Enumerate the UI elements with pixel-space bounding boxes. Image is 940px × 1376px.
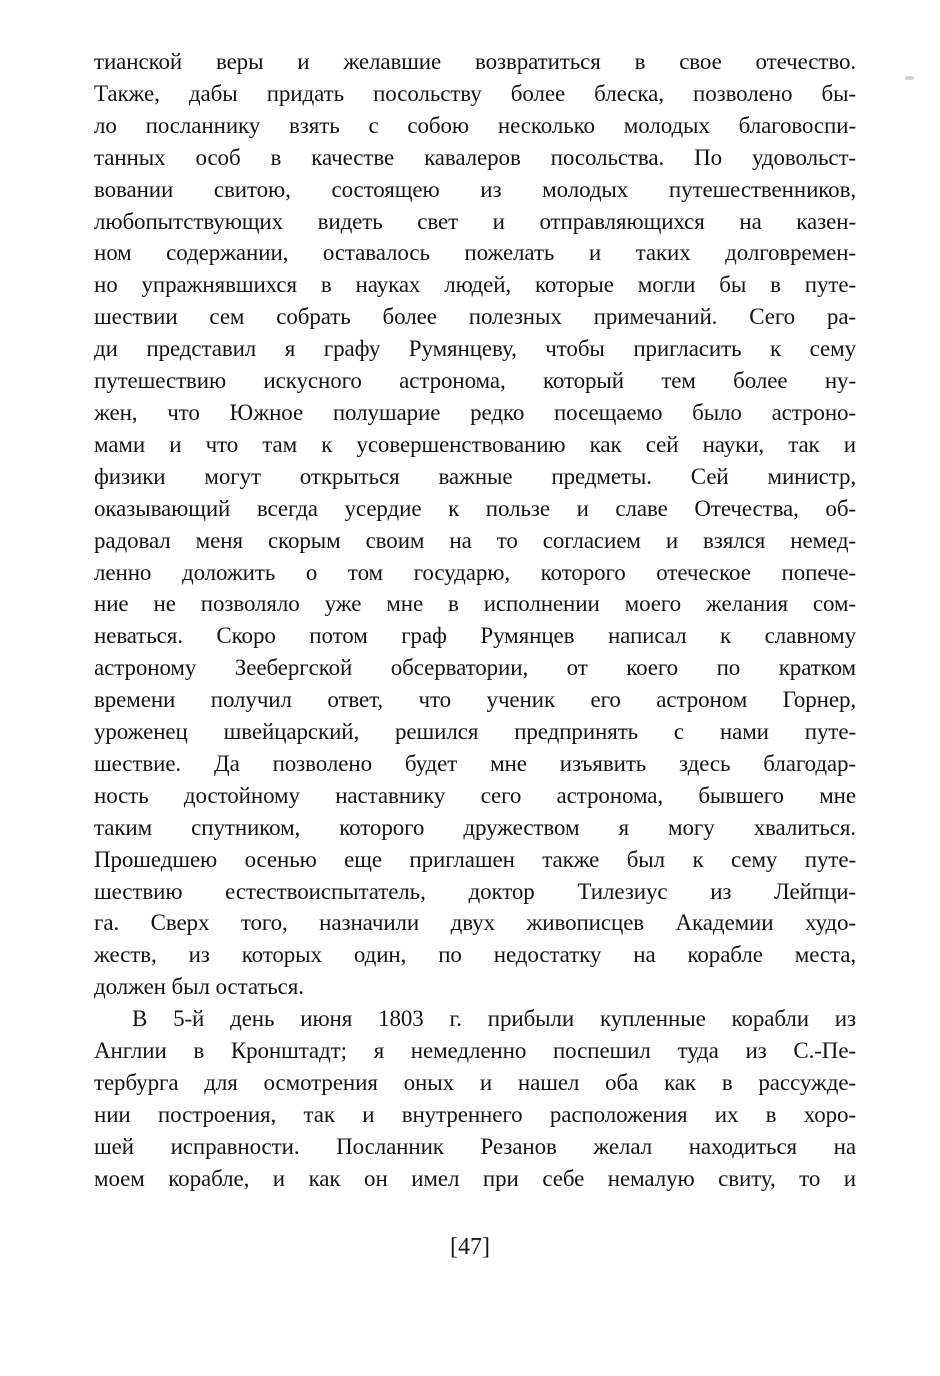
text-line: но упражнявшихся в науках людей, которые могли бы в путе- xyxy=(94,272,856,298)
text-line: должен был остаться. xyxy=(94,974,304,1000)
text-line: тербурга для осмотрения оных и нашел оба как в рассужде- xyxy=(94,1070,856,1095)
text-line: ди представил я графу Румянцеву, чтобы пригласить к сему xyxy=(94,336,856,362)
text-line: шествию естествоиспытатель, доктор Тилезиус из Лейпци- xyxy=(94,878,856,904)
text-line: уроженец швейцарский, решился предпринять с нами путе- xyxy=(94,719,856,745)
text-column xyxy=(94,46,856,1195)
text-line: Также, дабы придать посольству более блеска, позволено бы- xyxy=(94,80,856,106)
text-line: вовании свитою, состоящею из молодых путешественников, xyxy=(94,176,856,202)
text-line: Англии в Кронштадт; я немедленно поспешил туда из С.-Пе- xyxy=(94,1038,856,1064)
text-line: времени получил ответ, что ученик его астроном Горнер, xyxy=(94,687,856,713)
text-line: любопытствующих видеть свет и отправляющихся на казен- xyxy=(94,208,856,234)
text-line: ло посланнику взять с собою несколько молодых благовоспи- xyxy=(94,112,856,138)
scan-artifact xyxy=(905,76,914,80)
text-line: астроному Зеебергской обсерватории, от коего по кратком xyxy=(94,655,856,681)
text-line: Прошедшею осенью еще приглашен также был к сему путе- xyxy=(94,846,856,872)
text-line: ном содержании, оставалось пожелать и таких долговремен- xyxy=(94,240,856,266)
text-line: тианской веры и желавшие возвратиться в свое отечество. xyxy=(94,49,856,74)
paragraph xyxy=(94,46,856,1003)
text-line: моем корабле, и как он имел при себе немалую свиту, то и xyxy=(94,1165,856,1191)
text-line: физики могут открыться важные предметы. Сей министр, xyxy=(94,463,856,489)
text-line: жен, что Южное полушарие редко посещаемо было астроно- xyxy=(94,399,856,425)
text-line: неваться. Скоро потом граф Румянцев написал к славному xyxy=(94,623,856,649)
text-line: В 5-й день июня 1803 г. прибыли купленные корабли из xyxy=(132,1006,856,1032)
text-line: нии построения, так и внутреннего расположения их в хоро- xyxy=(94,1101,856,1127)
text-line: таким спутником, которого дружеством я могу хвалиться. xyxy=(94,814,856,840)
page-number: [47] xyxy=(450,1234,490,1260)
text-line: мами и что там к усовершенствованию как сей науки, так и xyxy=(94,431,856,457)
text-line: шествии сем собрать более полезных примечаний. Сего ра- xyxy=(94,304,856,330)
text-line: путешествию искусного астронома, который тем более ну- xyxy=(94,368,856,394)
text-line: шествие. Да позволено будет мне изъявить здесь благодар- xyxy=(94,750,856,776)
text-line: га. Сверх того, назначили двух живописцев Академии худо- xyxy=(94,910,856,936)
text-line: жеств, из которых один, по недостатку на корабле места, xyxy=(94,942,856,968)
text-line: оказывающий всегда усердие к пользе и славе Отечества, об- xyxy=(94,495,856,521)
text-line: шей исправности. Посланник Резанов желал находиться на xyxy=(94,1133,856,1159)
text-line: ние не позволяло уже мне в исполнении моего желания сом- xyxy=(94,591,856,617)
paragraph xyxy=(94,1003,856,1194)
text-line: ность достойному наставнику сего астронома, бывшего мне xyxy=(94,782,856,808)
text-line: ленно доложить о том государю, которого отеческое попече- xyxy=(94,559,856,585)
text-line: радовал меня скорым своим на то согласием и взялся немед- xyxy=(94,527,856,553)
text-line: танных особ в качестве кавалеров посольства. По удовольст- xyxy=(94,144,856,170)
